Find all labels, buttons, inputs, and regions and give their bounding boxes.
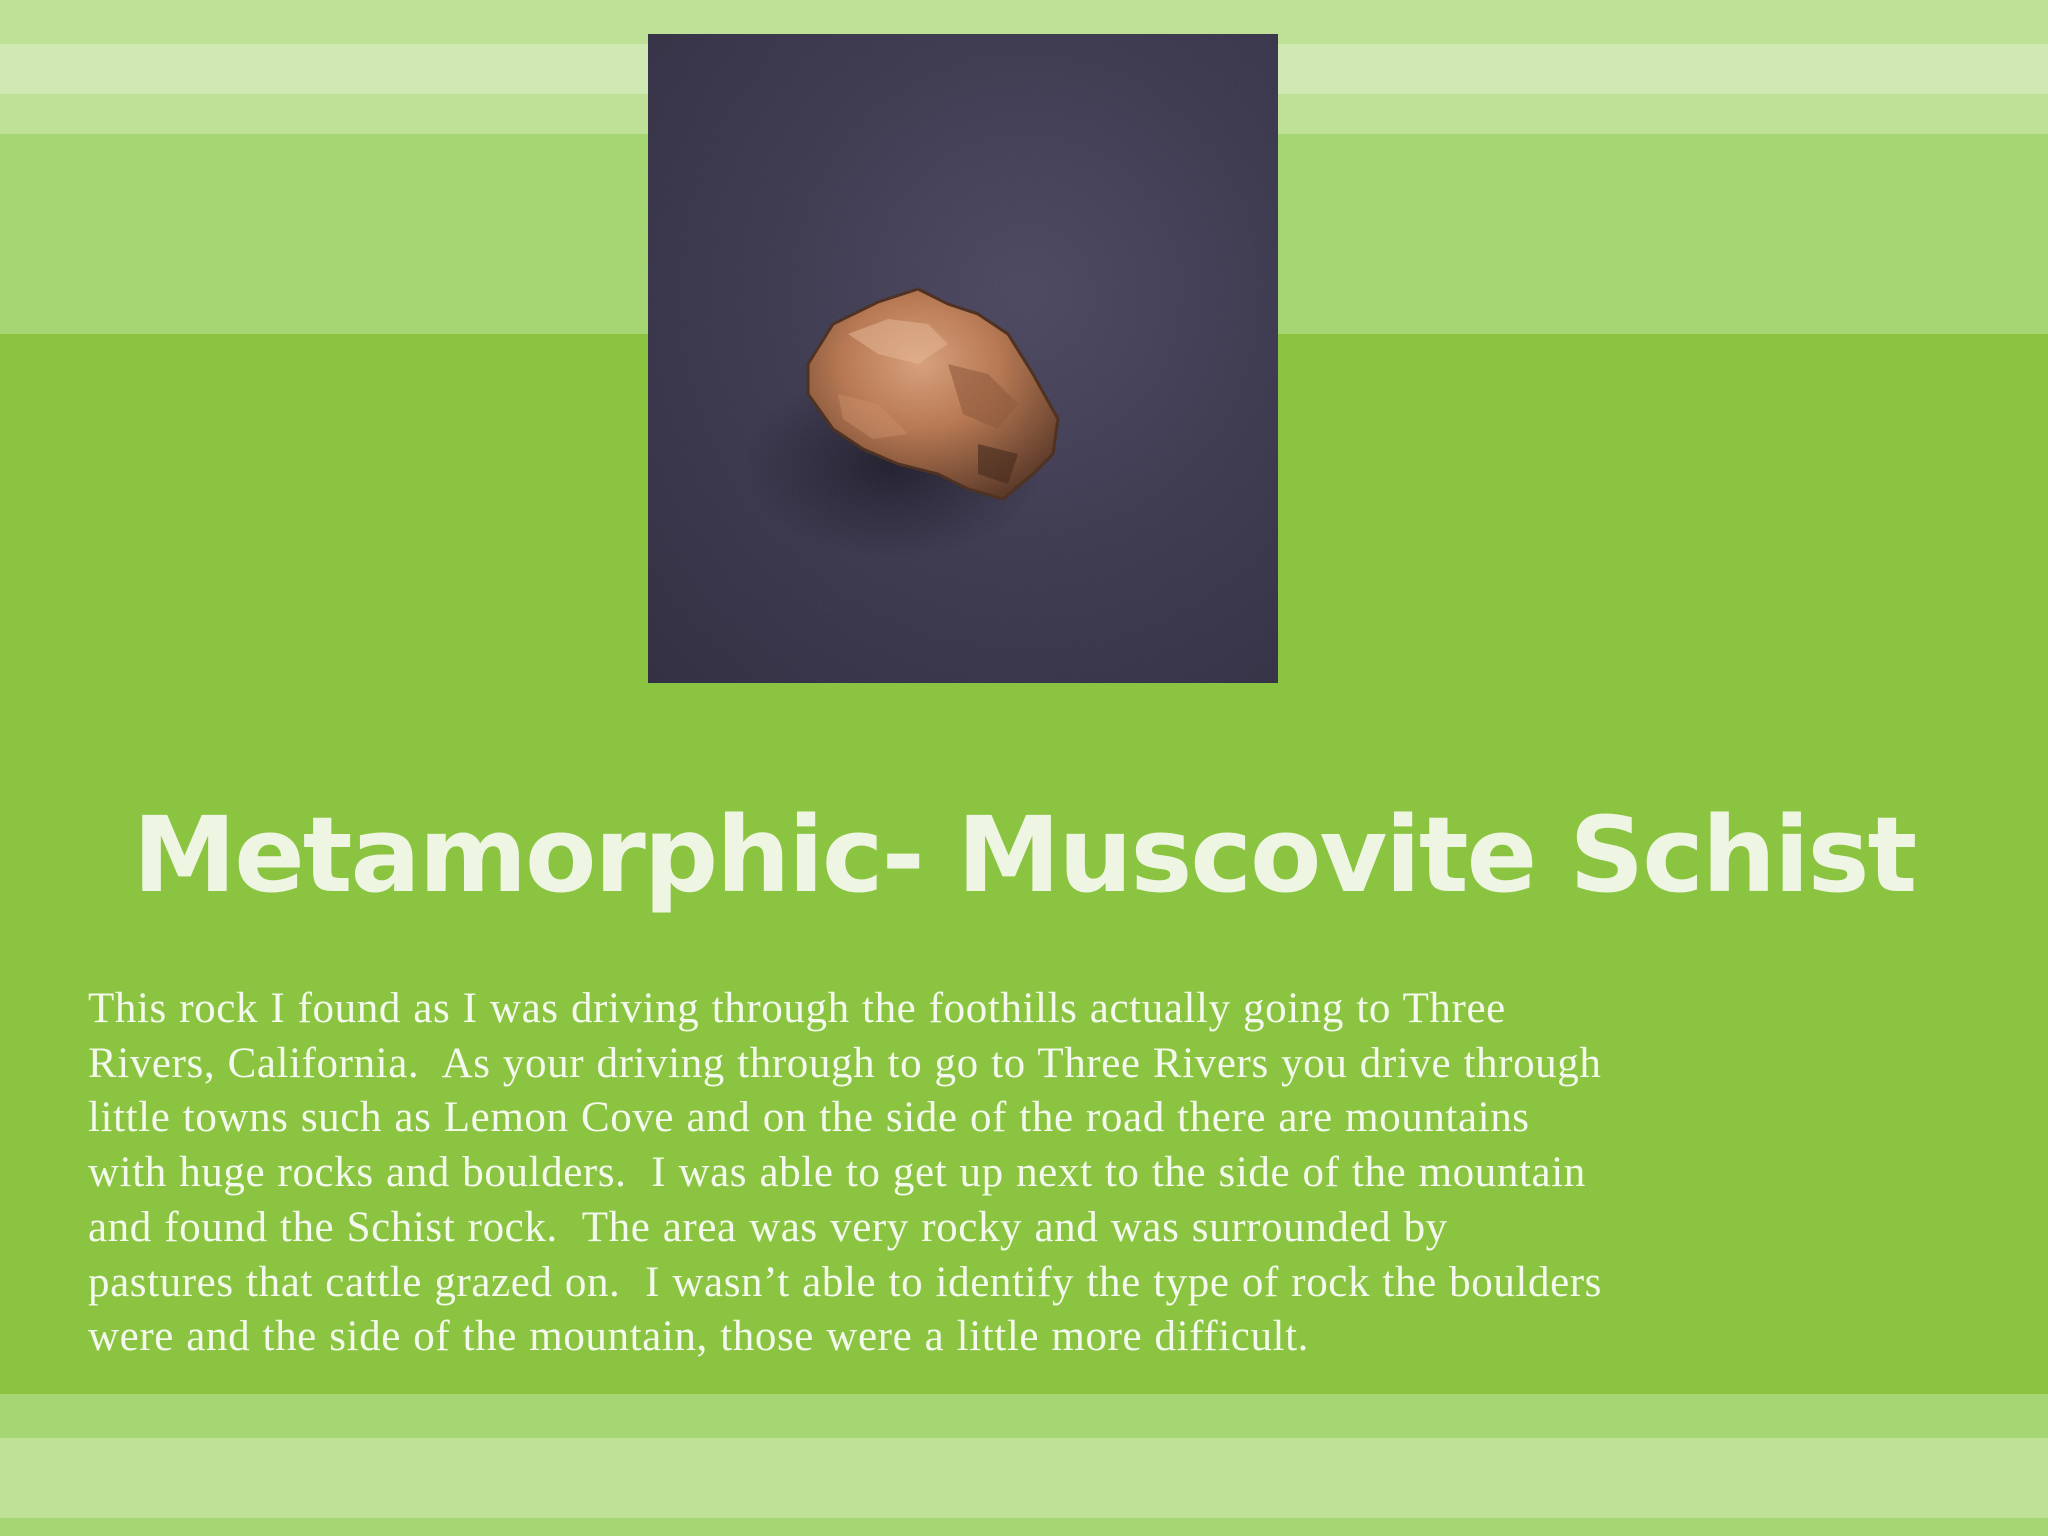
bottom-stripe-3	[0, 1518, 2048, 1536]
body-line: This rock I found as I was driving through the foothills actually going to Three	[88, 985, 1506, 1032]
rock-image-icon	[648, 34, 1278, 683]
body-line: Rivers, California. As your driving through to go to Three Rivers you drive through	[88, 1039, 1602, 1087]
body-line: pastures that cattle grazed on. I wasn’t able to identify the type of rock the boulders	[88, 1258, 1603, 1306]
rock-photo	[648, 34, 1278, 683]
body-line: with huge rocks and boulders. I was able to get up next to the side of the mountain	[88, 1149, 1586, 1197]
body-paragraph	[88, 982, 2008, 1365]
body-line: were and the side of the mountain, those were a little more difficult.	[88, 1313, 1310, 1361]
bottom-stripe-2	[0, 1438, 2048, 1518]
slide-title: Metamorphic- Muscovite Schist	[132, 794, 1916, 916]
bottom-stripe-1	[0, 1394, 2048, 1438]
body-line: and found the Schist rock. The area was very rocky and was surrounded by	[88, 1203, 1448, 1251]
body-line: little towns such as Lemon Cove and on the side of the road there are mountains	[88, 1094, 1530, 1142]
